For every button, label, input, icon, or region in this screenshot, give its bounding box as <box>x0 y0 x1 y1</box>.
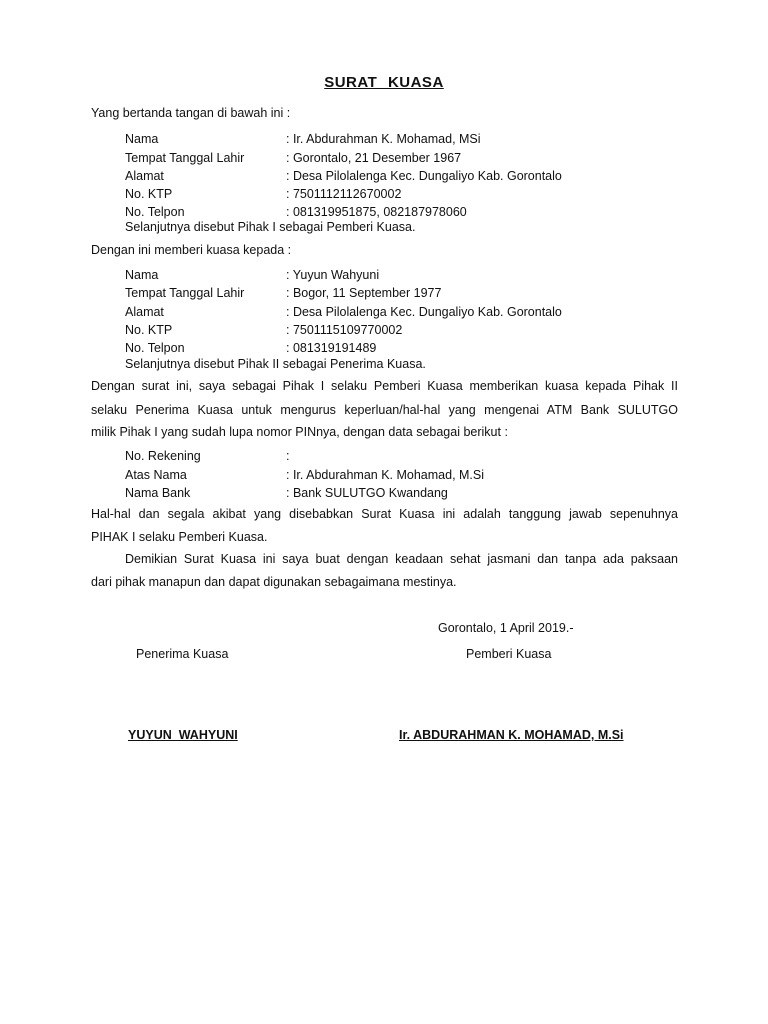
field-label: No. KTP <box>125 187 173 201</box>
closing-line: Demikian Surat Kuasa ini saya buat dengan keadaan sehat jasmani dan tanpa ada paksaan <box>125 552 678 566</box>
field-value: : 081319951875, 082187978060 <box>286 205 467 219</box>
party1-row-birth <box>125 150 461 166</box>
party2-row-ktp <box>125 322 402 338</box>
field-value: : Desa Pilolalenga Kec. Dungaliyo Kab. Gorontalo <box>286 305 562 319</box>
field-value: : 081319191489 <box>286 341 377 355</box>
field-value: : Ir. Abdurahman K. Mohamad, M.Si <box>286 468 485 482</box>
grant-intro-text: Dengan ini memberi kuasa kepada : <box>91 243 292 257</box>
field-label: Alamat <box>125 169 164 183</box>
field-label: No. Telpon <box>125 205 185 219</box>
field-value: : 7501112112670002 <box>286 187 402 201</box>
party1-row-name <box>125 131 481 147</box>
intro-text: Yang bertanda tangan di bawah ini : <box>91 106 291 120</box>
giver-label: Pemberi Kuasa <box>466 647 552 661</box>
field-value: : 7501115109770002 <box>286 323 403 337</box>
receiver-label: Penerima Kuasa <box>136 647 229 661</box>
party1-note: Selanjutnya disebut Pihak I sebagai Pemberi Kuasa. <box>125 220 416 234</box>
field-value: : Gorontalo, 21 Desember 1967 <box>286 151 462 165</box>
account-row-bank <box>125 485 448 501</box>
field-label: Nama Bank <box>125 486 191 500</box>
party1-row-address <box>125 168 562 184</box>
responsibility-line: Hal-hal dan segala akibat yang disebabkan Surat Kuasa ini adalah tanggung jawab sepenuhnya <box>91 507 678 521</box>
field-label: Tempat Tanggal Lahir <box>125 286 245 300</box>
field-value: : Bank SULUTGO Kwandang <box>286 486 448 500</box>
field-label: Alamat <box>125 305 164 319</box>
receiver-signature-name: YUYUN WAHYUNI <box>128 728 238 742</box>
party2-row-phone <box>125 340 376 356</box>
responsibility-line: PIHAK I selaku Pemberi Kuasa. <box>91 530 268 544</box>
field-value: : Desa Pilolalenga Kec. Dungaliyo Kab. Gorontalo <box>286 169 562 183</box>
field-value: : Bogor, 11 September 1977 <box>286 286 442 300</box>
account-row-number <box>125 448 289 464</box>
field-value: : <box>286 449 290 463</box>
field-label: No. KTP <box>125 323 173 337</box>
body-paragraph-line: Dengan surat ini, saya sebagai Pihak I selaku Pemberi Kuasa memberikan kuasa kepada Pihak II <box>91 379 678 393</box>
party2-row-address <box>125 304 562 320</box>
place-date: Gorontalo, 1 April 2019.- <box>438 621 574 635</box>
document-title: SURAT KUASA <box>324 74 444 91</box>
field-label: Tempat Tanggal Lahir <box>125 151 245 165</box>
closing-line: dari pihak manapun dan dapat digunakan sebagaimana mestinya. <box>91 575 457 589</box>
party2-row-name <box>125 267 379 283</box>
party2-note: Selanjutnya disebut Pihak II sebagai Penerima Kuasa. <box>125 357 426 371</box>
field-label: No. Telpon <box>125 341 185 355</box>
field-value: : Ir. Abdurahman K. Mohamad, MSi <box>286 132 481 146</box>
party1-row-phone <box>125 204 467 220</box>
field-label: Nama <box>125 132 159 146</box>
body-paragraph-line: milik Pihak I yang sudah lupa nomor PINnya, dengan data sebagai berikut : <box>91 425 508 439</box>
field-value: : Yuyun Wahyuni <box>286 268 380 282</box>
account-row-holder <box>125 467 484 483</box>
field-label: Atas Nama <box>125 468 187 482</box>
field-label: No. Rekening <box>125 449 201 463</box>
body-paragraph-line: selaku Penerima Kuasa untuk mengurus keperluan/hal-hal yang mengenai ATM Bank SULUTGO <box>91 403 678 417</box>
field-label: Nama <box>125 268 159 282</box>
party1-row-ktp <box>125 186 401 202</box>
party2-row-birth <box>125 285 441 301</box>
giver-signature-name: Ir. ABDURAHMAN K. MOHAMAD, M.Si <box>399 728 624 742</box>
